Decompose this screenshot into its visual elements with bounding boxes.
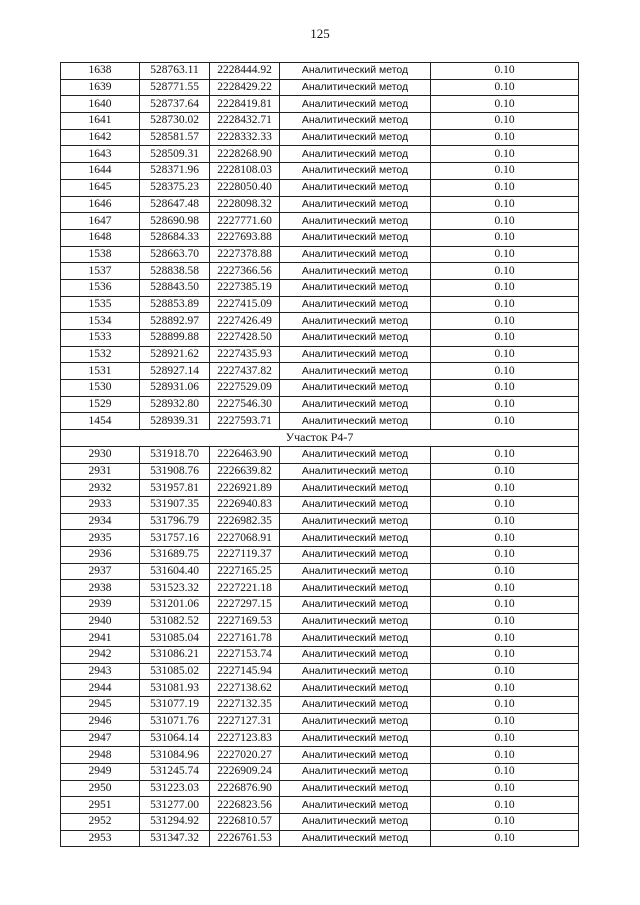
- accuracy-cell: 0.10: [431, 413, 579, 430]
- table-row: [61, 580, 579, 597]
- method-cell: Аналитический метод: [280, 713, 431, 730]
- accuracy-cell: 0.10: [431, 597, 579, 614]
- accuracy-cell: 0.10: [431, 680, 579, 697]
- x-coordinate-cell: 528647.48: [140, 196, 210, 213]
- x-coordinate-cell: 531086.21: [140, 647, 210, 664]
- y-coordinate-cell: 2227771.60: [210, 213, 280, 230]
- point-number-cell: 2936: [61, 546, 140, 563]
- table-row: [61, 213, 579, 230]
- x-coordinate-cell: 531757.16: [140, 530, 210, 547]
- method-cell: Аналитический метод: [280, 413, 431, 430]
- point-number-cell: 2948: [61, 747, 140, 764]
- table-row: [61, 163, 579, 180]
- accuracy-cell: 0.10: [431, 780, 579, 797]
- x-coordinate-cell: 528375.23: [140, 179, 210, 196]
- point-number-cell: 1532: [61, 346, 140, 363]
- accuracy-cell: 0.10: [431, 196, 579, 213]
- accuracy-cell: 0.10: [431, 763, 579, 780]
- y-coordinate-cell: 2227123.83: [210, 730, 280, 747]
- accuracy-cell: 0.10: [431, 530, 579, 547]
- accuracy-cell: 0.10: [431, 697, 579, 714]
- table-row: [61, 446, 579, 463]
- x-coordinate-cell: 531277.00: [140, 797, 210, 814]
- method-cell: Аналитический метод: [280, 330, 431, 347]
- x-coordinate-cell: 528371.96: [140, 163, 210, 180]
- point-number-cell: 1537: [61, 263, 140, 280]
- method-cell: Аналитический метод: [280, 263, 431, 280]
- x-coordinate-cell: 531523.32: [140, 580, 210, 597]
- accuracy-cell: 0.10: [431, 330, 579, 347]
- method-cell: Аналитический метод: [280, 146, 431, 163]
- method-cell: Аналитический метод: [280, 563, 431, 580]
- table-row: [61, 546, 579, 563]
- x-coordinate-cell: 531085.02: [140, 663, 210, 680]
- table-row: [61, 513, 579, 530]
- y-coordinate-cell: 2226810.57: [210, 813, 280, 830]
- y-coordinate-cell: 2227529.09: [210, 380, 280, 397]
- accuracy-cell: 0.10: [431, 296, 579, 313]
- method-cell: Аналитический метод: [280, 279, 431, 296]
- y-coordinate-cell: 2227127.31: [210, 713, 280, 730]
- accuracy-cell: 0.10: [431, 63, 579, 80]
- point-number-cell: 1529: [61, 396, 140, 413]
- accuracy-cell: 0.10: [431, 713, 579, 730]
- table-row: [61, 63, 579, 80]
- x-coordinate-cell: 528663.70: [140, 246, 210, 263]
- x-coordinate-cell: 528509.31: [140, 146, 210, 163]
- point-number-cell: 2949: [61, 763, 140, 780]
- y-coordinate-cell: 2226823.56: [210, 797, 280, 814]
- accuracy-cell: 0.10: [431, 647, 579, 664]
- accuracy-cell: 0.10: [431, 813, 579, 830]
- method-cell: Аналитический метод: [280, 313, 431, 330]
- y-coordinate-cell: 2228429.22: [210, 79, 280, 96]
- accuracy-cell: 0.10: [431, 163, 579, 180]
- x-coordinate-cell: 531908.76: [140, 463, 210, 480]
- y-coordinate-cell: 2226921.89: [210, 480, 280, 497]
- method-cell: Аналитический метод: [280, 179, 431, 196]
- point-number-cell: 2946: [61, 713, 140, 730]
- point-number-cell: 2931: [61, 463, 140, 480]
- accuracy-cell: 0.10: [431, 313, 579, 330]
- x-coordinate-cell: 531347.32: [140, 830, 210, 847]
- table-row: [61, 113, 579, 130]
- accuracy-cell: 0.10: [431, 363, 579, 380]
- method-cell: Аналитический метод: [280, 213, 431, 230]
- point-number-cell: 2941: [61, 630, 140, 647]
- x-coordinate-cell: 531223.03: [140, 780, 210, 797]
- method-cell: Аналитический метод: [280, 813, 431, 830]
- point-number-cell: 1638: [61, 63, 140, 80]
- y-coordinate-cell: 2227428.50: [210, 330, 280, 347]
- table-row: [61, 346, 579, 363]
- point-number-cell: 1536: [61, 279, 140, 296]
- table-row: [61, 813, 579, 830]
- method-cell: Аналитический метод: [280, 380, 431, 397]
- x-coordinate-cell: 528843.50: [140, 279, 210, 296]
- y-coordinate-cell: 2226639.82: [210, 463, 280, 480]
- accuracy-cell: 0.10: [431, 730, 579, 747]
- accuracy-cell: 0.10: [431, 129, 579, 146]
- method-cell: Аналитический метод: [280, 680, 431, 697]
- table-row: [61, 630, 579, 647]
- table-row: [61, 530, 579, 547]
- accuracy-cell: 0.10: [431, 830, 579, 847]
- table-row: [61, 480, 579, 497]
- method-cell: Аналитический метод: [280, 96, 431, 113]
- y-coordinate-cell: 2227119.37: [210, 546, 280, 563]
- method-cell: Аналитический метод: [280, 613, 431, 630]
- y-coordinate-cell: 2227378.88: [210, 246, 280, 263]
- accuracy-cell: 0.10: [431, 546, 579, 563]
- y-coordinate-cell: 2227546.30: [210, 396, 280, 413]
- accuracy-cell: 0.10: [431, 613, 579, 630]
- table-row: [61, 229, 579, 246]
- point-number-cell: 1530: [61, 380, 140, 397]
- x-coordinate-cell: 528932.80: [140, 396, 210, 413]
- method-cell: Аналитический метод: [280, 697, 431, 714]
- method-cell: Аналитический метод: [280, 546, 431, 563]
- y-coordinate-cell: 2228268.90: [210, 146, 280, 163]
- y-coordinate-cell: 2228432.71: [210, 113, 280, 130]
- y-coordinate-cell: 2227435.93: [210, 346, 280, 363]
- point-number-cell: 1534: [61, 313, 140, 330]
- method-cell: Аналитический метод: [280, 246, 431, 263]
- y-coordinate-cell: 2227221.18: [210, 580, 280, 597]
- table-row: [61, 363, 579, 380]
- point-number-cell: 1648: [61, 229, 140, 246]
- x-coordinate-cell: 531084.96: [140, 747, 210, 764]
- table-row: [61, 563, 579, 580]
- table-row: [61, 313, 579, 330]
- table-row: [61, 380, 579, 397]
- y-coordinate-cell: 2228444.92: [210, 63, 280, 80]
- y-coordinate-cell: 2227020.27: [210, 747, 280, 764]
- x-coordinate-cell: 528730.02: [140, 113, 210, 130]
- section-header-row: [61, 430, 579, 447]
- x-coordinate-cell: 531796.79: [140, 513, 210, 530]
- table-row: [61, 680, 579, 697]
- point-number-cell: 2939: [61, 597, 140, 614]
- method-cell: Аналитический метод: [280, 647, 431, 664]
- y-coordinate-cell: 2228098.32: [210, 196, 280, 213]
- method-cell: Аналитический метод: [280, 580, 431, 597]
- method-cell: Аналитический метод: [280, 730, 431, 747]
- point-number-cell: 2930: [61, 446, 140, 463]
- x-coordinate-cell: 528763.11: [140, 63, 210, 80]
- accuracy-cell: 0.10: [431, 480, 579, 497]
- x-coordinate-cell: 528838.58: [140, 263, 210, 280]
- method-cell: Аналитический метод: [280, 797, 431, 814]
- point-number-cell: 2952: [61, 813, 140, 830]
- method-cell: Аналитический метод: [280, 630, 431, 647]
- method-cell: Аналитический метод: [280, 79, 431, 96]
- method-cell: Аналитический метод: [280, 163, 431, 180]
- x-coordinate-cell: 531245.74: [140, 763, 210, 780]
- method-cell: Аналитический метод: [280, 196, 431, 213]
- accuracy-cell: 0.10: [431, 346, 579, 363]
- accuracy-cell: 0.10: [431, 213, 579, 230]
- point-number-cell: 2953: [61, 830, 140, 847]
- y-coordinate-cell: 2227132.35: [210, 697, 280, 714]
- point-number-cell: 2940: [61, 613, 140, 630]
- accuracy-cell: 0.10: [431, 496, 579, 513]
- method-cell: Аналитический метод: [280, 296, 431, 313]
- point-number-cell: 2950: [61, 780, 140, 797]
- method-cell: Аналитический метод: [280, 129, 431, 146]
- section-title: Участок Р4-7: [61, 430, 579, 447]
- method-cell: Аналитический метод: [280, 780, 431, 797]
- accuracy-cell: 0.10: [431, 179, 579, 196]
- method-cell: Аналитический метод: [280, 747, 431, 764]
- x-coordinate-cell: 531064.14: [140, 730, 210, 747]
- table-row: [61, 763, 579, 780]
- table-row: [61, 279, 579, 296]
- x-coordinate-cell: 531918.70: [140, 446, 210, 463]
- y-coordinate-cell: 2227153.74: [210, 647, 280, 664]
- x-coordinate-cell: 528690.98: [140, 213, 210, 230]
- x-coordinate-cell: 528892.97: [140, 313, 210, 330]
- point-number-cell: 2937: [61, 563, 140, 580]
- accuracy-cell: 0.10: [431, 797, 579, 814]
- x-coordinate-cell: 531294.92: [140, 813, 210, 830]
- table-row: [61, 79, 579, 96]
- y-coordinate-cell: 2227385.19: [210, 279, 280, 296]
- coordinates-table: [60, 62, 579, 847]
- accuracy-cell: 0.10: [431, 113, 579, 130]
- y-coordinate-cell: 2227366.56: [210, 263, 280, 280]
- method-cell: Аналитический метод: [280, 63, 431, 80]
- y-coordinate-cell: 2226982.35: [210, 513, 280, 530]
- y-coordinate-cell: 2226940.83: [210, 496, 280, 513]
- point-number-cell: 2951: [61, 797, 140, 814]
- x-coordinate-cell: 531689.75: [140, 546, 210, 563]
- y-coordinate-cell: 2227165.25: [210, 563, 280, 580]
- accuracy-cell: 0.10: [431, 396, 579, 413]
- point-number-cell: 1647: [61, 213, 140, 230]
- method-cell: Аналитический метод: [280, 363, 431, 380]
- x-coordinate-cell: 531957.81: [140, 480, 210, 497]
- y-coordinate-cell: 2226761.53: [210, 830, 280, 847]
- y-coordinate-cell: 2228332.33: [210, 129, 280, 146]
- table-row: [61, 179, 579, 196]
- point-number-cell: 2943: [61, 663, 140, 680]
- method-cell: Аналитический метод: [280, 396, 431, 413]
- point-number-cell: 1533: [61, 330, 140, 347]
- point-number-cell: 1643: [61, 146, 140, 163]
- table-row: [61, 797, 579, 814]
- method-cell: Аналитический метод: [280, 763, 431, 780]
- y-coordinate-cell: 2227426.49: [210, 313, 280, 330]
- table-row: [61, 780, 579, 797]
- x-coordinate-cell: 528921.62: [140, 346, 210, 363]
- accuracy-cell: 0.10: [431, 263, 579, 280]
- accuracy-cell: 0.10: [431, 146, 579, 163]
- x-coordinate-cell: 528853.89: [140, 296, 210, 313]
- y-coordinate-cell: 2227068.91: [210, 530, 280, 547]
- table-row: [61, 396, 579, 413]
- accuracy-cell: 0.10: [431, 513, 579, 530]
- table-row: [61, 647, 579, 664]
- x-coordinate-cell: 528737.64: [140, 96, 210, 113]
- point-number-cell: 1538: [61, 246, 140, 263]
- point-number-cell: 1535: [61, 296, 140, 313]
- y-coordinate-cell: 2227297.15: [210, 597, 280, 614]
- point-number-cell: 1641: [61, 113, 140, 130]
- y-coordinate-cell: 2228050.40: [210, 179, 280, 196]
- table-row: [61, 129, 579, 146]
- accuracy-cell: 0.10: [431, 663, 579, 680]
- table-row: [61, 830, 579, 847]
- y-coordinate-cell: 2228108.03: [210, 163, 280, 180]
- table-row: [61, 463, 579, 480]
- x-coordinate-cell: 528684.33: [140, 229, 210, 246]
- table-row: [61, 747, 579, 764]
- x-coordinate-cell: 528581.57: [140, 129, 210, 146]
- x-coordinate-cell: 531071.76: [140, 713, 210, 730]
- y-coordinate-cell: 2226876.90: [210, 780, 280, 797]
- method-cell: Аналитический метод: [280, 446, 431, 463]
- x-coordinate-cell: 528931.06: [140, 380, 210, 397]
- x-coordinate-cell: 528899.88: [140, 330, 210, 347]
- point-number-cell: 1644: [61, 163, 140, 180]
- y-coordinate-cell: 2226463.90: [210, 446, 280, 463]
- accuracy-cell: 0.10: [431, 96, 579, 113]
- x-coordinate-cell: 531082.52: [140, 613, 210, 630]
- x-coordinate-cell: 531081.93: [140, 680, 210, 697]
- y-coordinate-cell: 2227161.78: [210, 630, 280, 647]
- page-number: 125: [310, 26, 330, 41]
- accuracy-cell: 0.10: [431, 79, 579, 96]
- method-cell: Аналитический метод: [280, 513, 431, 530]
- point-number-cell: 2938: [61, 580, 140, 597]
- accuracy-cell: 0.10: [431, 446, 579, 463]
- accuracy-cell: 0.10: [431, 463, 579, 480]
- table-row: [61, 413, 579, 430]
- table-row: [61, 330, 579, 347]
- method-cell: Аналитический метод: [280, 463, 431, 480]
- x-coordinate-cell: 528927.14: [140, 363, 210, 380]
- method-cell: Аналитический метод: [280, 113, 431, 130]
- point-number-cell: 1645: [61, 179, 140, 196]
- point-number-cell: 1642: [61, 129, 140, 146]
- accuracy-cell: 0.10: [431, 229, 579, 246]
- accuracy-cell: 0.10: [431, 630, 579, 647]
- point-number-cell: 2944: [61, 680, 140, 697]
- accuracy-cell: 0.10: [431, 246, 579, 263]
- point-number-cell: 1646: [61, 196, 140, 213]
- x-coordinate-cell: 528939.31: [140, 413, 210, 430]
- method-cell: Аналитический метод: [280, 830, 431, 847]
- point-number-cell: 2933: [61, 496, 140, 513]
- y-coordinate-cell: 2227138.62: [210, 680, 280, 697]
- x-coordinate-cell: 531085.04: [140, 630, 210, 647]
- table-row: [61, 597, 579, 614]
- y-coordinate-cell: 2227437.82: [210, 363, 280, 380]
- y-coordinate-cell: 2227145.94: [210, 663, 280, 680]
- x-coordinate-cell: 531201.06: [140, 597, 210, 614]
- accuracy-cell: 0.10: [431, 747, 579, 764]
- point-number-cell: 2934: [61, 513, 140, 530]
- method-cell: Аналитический метод: [280, 496, 431, 513]
- point-number-cell: 1531: [61, 363, 140, 380]
- table-row: [61, 713, 579, 730]
- point-number-cell: 1639: [61, 79, 140, 96]
- point-number-cell: 1454: [61, 413, 140, 430]
- method-cell: Аналитический метод: [280, 597, 431, 614]
- accuracy-cell: 0.10: [431, 279, 579, 296]
- method-cell: Аналитический метод: [280, 663, 431, 680]
- point-number-cell: 2935: [61, 530, 140, 547]
- table-row: [61, 496, 579, 513]
- table-row: [61, 613, 579, 630]
- accuracy-cell: 0.10: [431, 563, 579, 580]
- table-row: [61, 263, 579, 280]
- x-coordinate-cell: 528771.55: [140, 79, 210, 96]
- x-coordinate-cell: 531077.19: [140, 697, 210, 714]
- y-coordinate-cell: 2226909.24: [210, 763, 280, 780]
- table-row: [61, 730, 579, 747]
- y-coordinate-cell: 2227415.09: [210, 296, 280, 313]
- table-row: [61, 146, 579, 163]
- point-number-cell: 2947: [61, 730, 140, 747]
- point-number-cell: 1640: [61, 96, 140, 113]
- y-coordinate-cell: 2227169.53: [210, 613, 280, 630]
- y-coordinate-cell: 2228419.81: [210, 96, 280, 113]
- point-number-cell: 2945: [61, 697, 140, 714]
- x-coordinate-cell: 531604.40: [140, 563, 210, 580]
- table-row: [61, 96, 579, 113]
- x-coordinate-cell: 531907.35: [140, 496, 210, 513]
- table-row: [61, 296, 579, 313]
- table-row: [61, 196, 579, 213]
- point-number-cell: 2932: [61, 480, 140, 497]
- method-cell: Аналитический метод: [280, 480, 431, 497]
- y-coordinate-cell: 2227593.71: [210, 413, 280, 430]
- method-cell: Аналитический метод: [280, 530, 431, 547]
- coordinates-table-body: [61, 63, 579, 847]
- y-coordinate-cell: 2227693.88: [210, 229, 280, 246]
- method-cell: Аналитический метод: [280, 229, 431, 246]
- method-cell: Аналитический метод: [280, 346, 431, 363]
- table-row: [61, 663, 579, 680]
- accuracy-cell: 0.10: [431, 580, 579, 597]
- table-row: [61, 246, 579, 263]
- accuracy-cell: 0.10: [431, 380, 579, 397]
- point-number-cell: 2942: [61, 647, 140, 664]
- table-row: [61, 697, 579, 714]
